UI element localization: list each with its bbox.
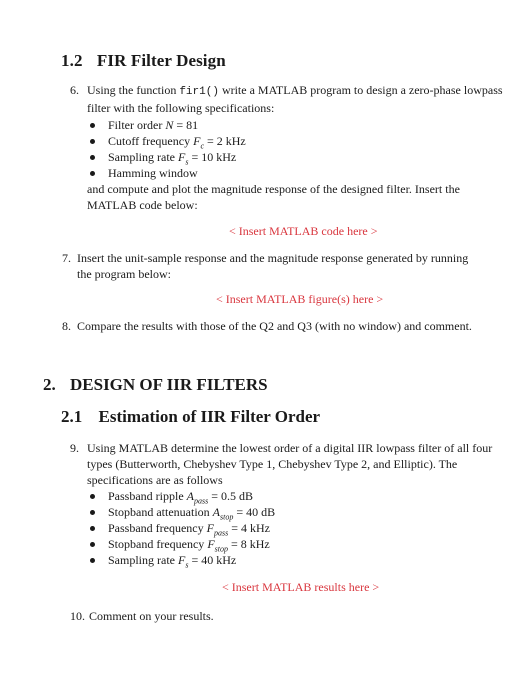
list-item: Hamming window [88, 165, 246, 181]
bullet-icon [90, 155, 95, 160]
section-title: Estimation of IIR Filter Order [98, 407, 321, 426]
question-7-text [77, 250, 527, 282]
q6-outro-line2: MATLAB code below: [87, 198, 198, 212]
question-6-intro [87, 82, 527, 116]
question-9-text [87, 440, 527, 488]
list-item: Stopband attenuation $A_{stop} = 40$ dB [88, 504, 275, 520]
q6-outro-line1: and compute and plot the magnitude response of the designed filter. Insert the [87, 182, 460, 196]
bullet-icon [90, 526, 95, 531]
list-item: Passband frequency $F_{pass} = 4$ kHz [88, 520, 275, 536]
q6-insert-code-placeholder: < Insert MATLAB code here > [229, 224, 378, 238]
list-item: Passband ripple $A_{pass} = 0.5$ dB [88, 488, 275, 504]
list-item: Filter order N = 81 [88, 117, 246, 133]
q7-line2: the program below: [77, 267, 171, 281]
section-heading-1-2 [61, 51, 226, 71]
bullet-icon [90, 494, 95, 499]
list-item: Cutoff frequency $F_c = 2$ kHz [88, 133, 246, 149]
bullet-icon [90, 139, 95, 144]
q9-insert-results-placeholder: < Insert MATLAB results here > [222, 580, 380, 594]
q7-insert-figure-placeholder: < Insert MATLAB figure(s) here > [216, 292, 384, 306]
q9-line2: types (Butterworth, Chebyshev Type 1, Chebyshev Type 2, and Elliptic). The [87, 457, 458, 471]
q6-intro-pre: Using the function [87, 83, 180, 97]
bullet-icon [90, 171, 95, 176]
section-number: 2.1 [61, 407, 83, 426]
section-heading-2-1 [61, 407, 320, 427]
q6-intro-post: write a MATLAB program to design a zero-phase lowpass [218, 83, 503, 97]
bullet-icon [90, 558, 95, 563]
section-number: 2. [43, 375, 56, 394]
question-number-9: 9. [70, 441, 79, 455]
bullet-icon [90, 123, 95, 128]
q9-line3: specifications are as follows [87, 473, 223, 487]
question-number-6: 6. [70, 83, 79, 97]
q9-spec-list [88, 488, 275, 568]
list-item: Sampling rate $F_s = 10$ kHz [88, 149, 246, 165]
list-item: Stopband frequency $F_{stop} = 8$ kHz [88, 536, 275, 552]
bullet-icon [90, 510, 95, 515]
bullet-icon [90, 542, 95, 547]
question-6-outro [87, 181, 527, 213]
question-number-8: 8. [62, 319, 71, 333]
list-item: Sampling rate $F_s = 40$ kHz [88, 552, 275, 568]
question-number-7: 7. [62, 251, 71, 265]
section-title: DESIGN OF IIR FILTERS [70, 375, 268, 394]
question-number-10: 10. [70, 609, 85, 623]
question-8-text: Compare the results with those of the Q2 and Q3 (with no window) and comment. [77, 319, 472, 333]
section-number: 1.2 [61, 51, 83, 70]
section-title: FIR Filter Design [96, 51, 226, 70]
section-heading-2 [43, 375, 268, 395]
q9-line1: Using MATLAB determine the lowest order of a digital IIR lowpass filter of all four [87, 441, 493, 455]
q6-function-name: fir1() [179, 86, 219, 98]
question-10-text: Comment on your results. [89, 609, 214, 623]
q6-spec-list [88, 117, 246, 181]
q6-intro-line2: filter with the following specifications: [87, 101, 275, 115]
q7-line1: Insert the unit-sample response and the magnitude response generated by running [77, 251, 469, 265]
